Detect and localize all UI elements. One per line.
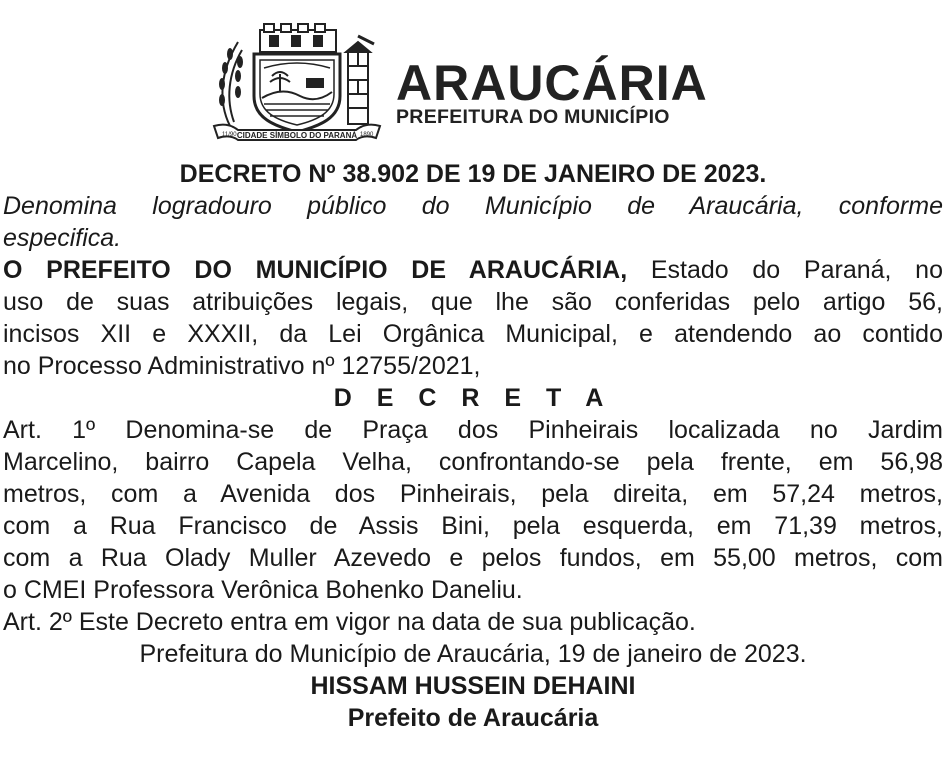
article-1-line: com a Rua Francisco de Assis Bini, pela esquerda, em 71,39 metros, (3, 512, 943, 540)
preamble-text: Estado do Paraná, no (627, 256, 943, 284)
preamble-line: no Processo Administrativo nº 12755/2021, (3, 352, 481, 380)
brand-subtitle: PREFEITURA DO MUNICÍPIO (396, 106, 670, 128)
preamble-line (3, 254, 943, 286)
summary-line: Denomina logradouro público do Município de Araucária, conforme (3, 192, 943, 220)
preamble-line: uso de suas atribuições legais, que lhe são conferidas pelo artigo 56, (3, 288, 943, 316)
article-1-line: metros, com a Avenida dos Pinheirais, pela direita, em 57,24 metros, (3, 480, 943, 508)
brand-name: ARAUCÁRIA (396, 55, 708, 111)
article-1-line: Marcelino, bairro Capela Velha, confrontando-se pela frente, em 56,98 (3, 448, 943, 476)
preamble-line: incisos XII e XXXII, da Lei Orgânica Municipal, e atendendo ao contido (3, 320, 943, 348)
article-1-line: o CMEI Professora Verônica Bohenko Daneliu. (3, 576, 523, 604)
article-1-line: Art. 1º Denomina-se de Praça dos Pinheirais localizada no Jardim (3, 416, 943, 444)
article-2: Art. 2º Este Decreto entra em vigor na data de sua publicação. (3, 608, 696, 636)
signer-role: Prefeito de Araucária (347, 704, 599, 732)
preamble-authority: O PREFEITO DO MUNICÍPIO DE ARAUCÁRIA, (3, 256, 628, 284)
decreta-heading: D E C R E T A (333, 384, 613, 412)
decree-title: DECRETO Nº 38.902 DE 19 DE JANEIRO DE 2023. (179, 160, 767, 188)
summary-line: especifica. (3, 224, 122, 252)
crest-ribbon-text: CIDADE SÍMBOLO DO PARANÁ (236, 131, 358, 140)
decree-body (3, 158, 943, 734)
crest-left-date: 11/90 (222, 132, 237, 138)
place-date: Prefeitura do Município de Araucária, 19 de janeiro de 2023. (139, 640, 807, 668)
coat-of-arms-icon (208, 22, 386, 144)
header (208, 22, 748, 144)
signer-name: HISSAM HUSSEIN DEHAINI (310, 672, 636, 700)
crest-right-year: 1890 (360, 132, 374, 138)
brand (396, 55, 708, 128)
article-1-line: com a Rua Olady Muller Azevedo e pelos fundos, em 55,00 metros, com (3, 544, 943, 572)
